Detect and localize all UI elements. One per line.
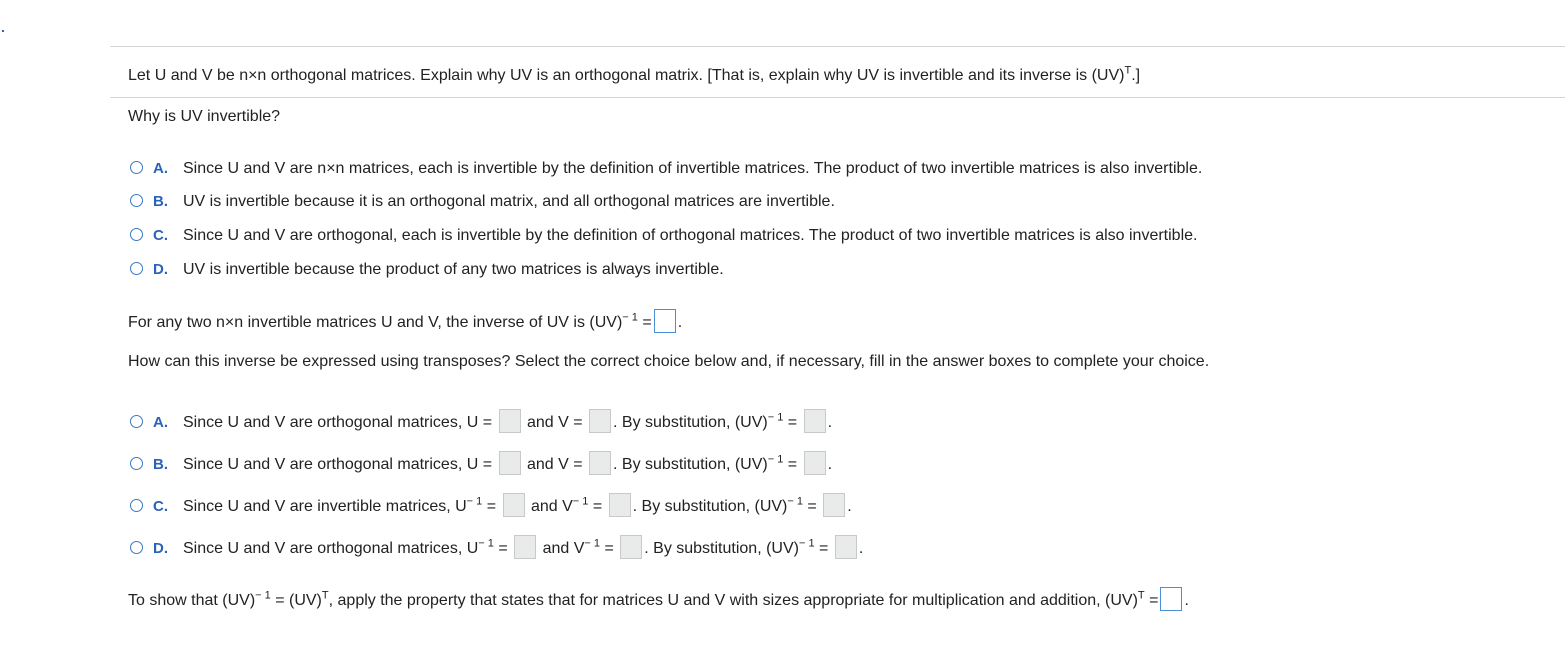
v-answer-box[interactable] xyxy=(589,451,611,475)
part1-option-b[interactable]: B. UV is invertible because it is an orthogonal matrix, and all orthogonal matrices are invertible. xyxy=(130,192,835,212)
radio-button[interactable] xyxy=(130,457,143,470)
prompt-divider xyxy=(110,97,1565,98)
uv-inverse-answer-box[interactable] xyxy=(823,493,845,517)
transpose-property-answer-box[interactable] xyxy=(1160,587,1182,611)
inverse-answer-box[interactable] xyxy=(654,309,676,333)
radio-button[interactable] xyxy=(130,262,143,275)
v-inverse-answer-box[interactable] xyxy=(609,493,631,517)
part3-option-b[interactable]: B. Since U and V are orthogonal matrices, U = and V = . By substitution, (UV)$^{- 1}$ = . xyxy=(130,451,832,475)
u-answer-box[interactable] xyxy=(499,409,521,433)
part3-option-a[interactable]: A. Since U and V are orthogonal matrices, U = and V = . By substitution, (UV)$^{- 1}$ = . xyxy=(130,409,832,433)
part4-statement: To show that (UV)$^{- 1}$ = (UV)$^T$, apply the property that states that for matrices U and V with sizes appropriate for multiplication and addition, (UV)$^T$ = . xyxy=(128,587,1189,611)
u-inverse-answer-box[interactable] xyxy=(514,535,536,559)
part3-heading: How can this inverse be expressed using transposes? Select the correct choice below and, if necessary, fill in the answer boxes to complete your choice. xyxy=(128,353,1210,370)
part3-option-d[interactable]: D. Since U and V are orthogonal matrices, $U^{- 1}$ = and $V^{- 1}$ = . By substitution, (UV)$^{- 1}$ = . xyxy=(130,535,863,559)
part2-statement: For any two n×n invertible matrices U and V, the inverse of UV is (UV)$^{- 1}$ = . xyxy=(128,309,682,333)
radio-button[interactable] xyxy=(130,541,143,554)
u-answer-box[interactable] xyxy=(499,451,521,475)
uv-inverse-answer-box[interactable] xyxy=(835,535,857,559)
part1-heading: Why is UV invertible? xyxy=(128,108,281,125)
uv-inverse-answer-box[interactable] xyxy=(804,409,826,433)
v-inverse-answer-box[interactable] xyxy=(620,535,642,559)
radio-button[interactable] xyxy=(130,228,143,241)
question-prompt: Let U and V be n×n orthogonal matrices. Explain why UV is an orthogonal matrix. [That is, explain why UV is invertible and its inverse is (UV)$^T$.] xyxy=(128,64,1141,84)
corner-dot xyxy=(2,30,4,32)
radio-button[interactable] xyxy=(130,415,143,428)
u-inverse-answer-box[interactable] xyxy=(503,493,525,517)
v-answer-box[interactable] xyxy=(589,409,611,433)
part1-option-d[interactable]: D. UV is invertible because the product of any two matrices is always invertible. xyxy=(130,260,724,280)
radio-button[interactable] xyxy=(130,194,143,207)
radio-button[interactable] xyxy=(130,161,143,174)
radio-button[interactable] xyxy=(130,499,143,512)
top-divider xyxy=(110,46,1565,47)
part1-option-c[interactable]: C. Since U and V are orthogonal, each is invertible by the definition of orthogonal matrices. The product of two invertible matrices is also invertible. xyxy=(130,226,1197,246)
part3-option-c[interactable]: C. Since U and V are invertible matrices, $U^{- 1}$ = and $V^{- 1}$ = . By substitution, (UV)$^{- 1}$ = . xyxy=(130,493,852,517)
uv-inverse-answer-box[interactable] xyxy=(804,451,826,475)
part1-option-a[interactable]: A. Since U and V are n×n matrices, each is invertible by the definition of invertible matrices. The product of two invertible matrices is also invertible. xyxy=(130,159,1202,179)
